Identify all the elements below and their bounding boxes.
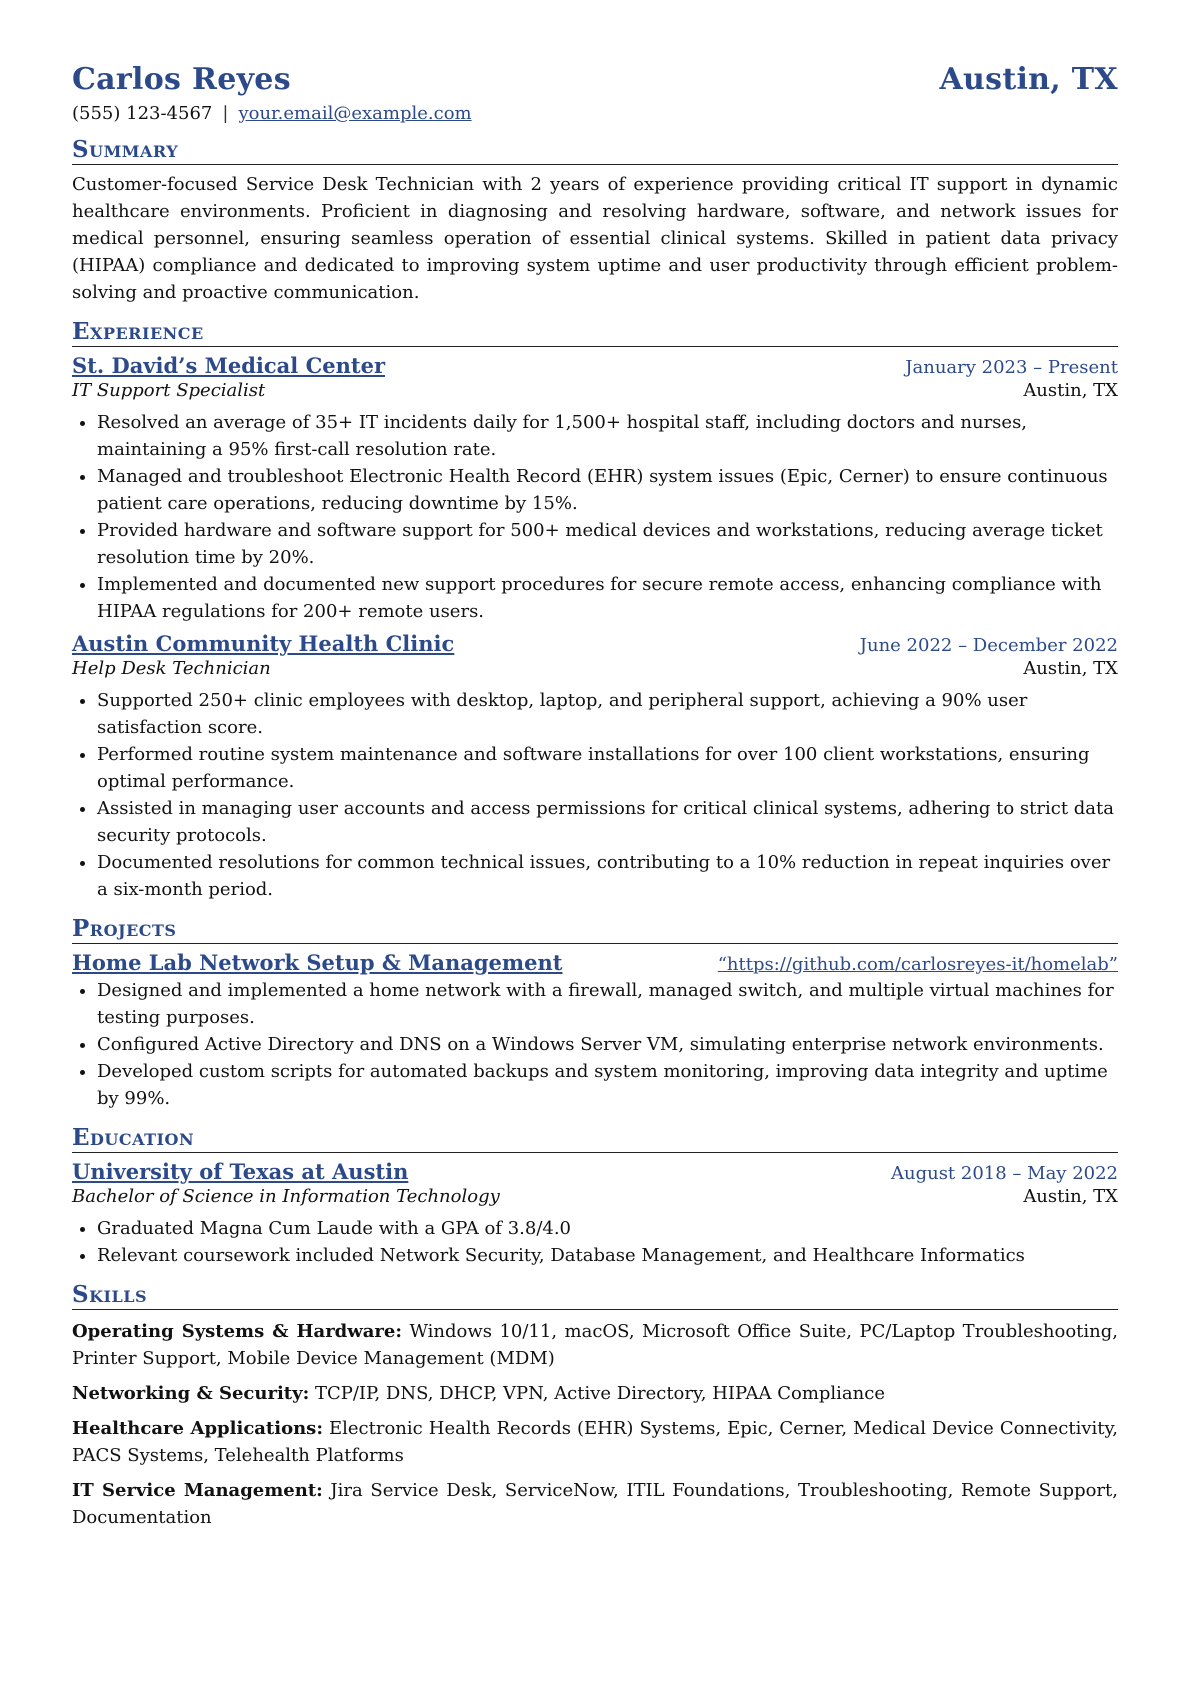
candidate-location: Austin, TX <box>939 62 1118 97</box>
employer-name[interactable]: Austin Community Health Clinic <box>72 631 455 656</box>
experience-entry <box>72 353 1118 625</box>
phone-number: (555) 123-4567 <box>72 103 213 124</box>
skill-group <box>72 1477 1118 1531</box>
summary-text: Customer-focused Service Desk Technician with 2 years of experience providing critical IT support in dynamic healthcare environments. Proficient in diagnosing and resolving hardware, software, and network issues for medical personnel, ensuring seamless operation of essential clinical systems. Skilled in patient data privacy (HIPAA) compliance and dedicated to improving system uptime and user productivity through efficient problem-solving and proactive communication. <box>72 174 1118 303</box>
section-title-experience: Experience <box>72 318 1118 347</box>
list-item: • Configured Active Directory and DNS on a Windows Server VM, simulating enterprise network environments. <box>97 1031 1118 1058</box>
job-location: Austin, TX <box>1023 380 1118 401</box>
degree-title: Bachelor of Science in Information Technology <box>72 1186 500 1207</box>
bullet-list <box>72 409 1118 625</box>
skill-list: TCP/IP, DNS, DHCP, VPN, Active Directory, HIPAA Compliance <box>309 1383 885 1404</box>
contact-line <box>72 103 1118 124</box>
list-item: • Documented resolutions for common technical issues, contributing to a 10% reduction in repeat inquiries over a six-month period. <box>97 849 1118 903</box>
employment-dates: June 2022 – December 2022 <box>859 635 1118 656</box>
job-location: Austin, TX <box>1023 658 1118 679</box>
list-item: • Designed and implemented a home network with a firewall, managed switch, and multiple virtual machines for testing purposes. <box>97 977 1118 1031</box>
list-item: • Resolved an average of 35+ IT incidents daily for 1,500+ hospital staff, including doctors and nurses, maintaining a 95% first-call resolution rate. <box>97 409 1118 463</box>
list-item: • Relevant coursework included Network Security, Database Management, and Healthcare Informatics <box>97 1242 1118 1269</box>
list-item: • Provided hardware and software support for 500+ medical devices and workstations, reducing average ticket resolution time by 20%. <box>97 517 1118 571</box>
section-title-summary: Summary <box>72 136 1118 165</box>
list-item: • Graduated Magna Cum Laude with a GPA of 3.8/4.0 <box>97 1215 1118 1242</box>
skill-list: Jira Service Desk, ServiceNow, ITIL Foundations, Troubleshooting, Remote Support, Documentation <box>72 1480 1118 1528</box>
project-entry <box>72 950 1118 1112</box>
list-item: • Assisted in managing user accounts and access permissions for critical clinical systems, adhering to strict data security protocols. <box>97 795 1118 849</box>
employment-dates: January 2023 – Present <box>905 357 1118 378</box>
education-entry <box>72 1159 1118 1269</box>
job-title: IT Support Specialist <box>72 380 266 401</box>
section-title-skills: Skills <box>72 1281 1118 1310</box>
project-link[interactable]: “https://github.com/carlosreyes-it/homelab” <box>717 954 1118 975</box>
skill-label: IT Service Management: <box>72 1480 323 1501</box>
experience-entry <box>72 631 1118 903</box>
skill-group <box>72 1380 1118 1407</box>
skill-group <box>72 1415 1118 1469</box>
skill-label: Networking & Security: <box>72 1383 310 1404</box>
skill-label: Healthcare Applications: <box>72 1418 323 1439</box>
list-item: • Supported 250+ clinic employees with desktop, laptop, and peripheral support, achieving a 90% user satisfaction score. <box>97 687 1118 741</box>
school-location: Austin, TX <box>1023 1186 1118 1207</box>
skill-list: Windows 10/11, macOS, Microsoft Office Suite, PC/Laptop Troubleshooting, Printer Support, Mobile Device Management (MDM) <box>72 1321 1118 1369</box>
bullet-list <box>72 977 1118 1112</box>
list-item: • Developed custom scripts for automated backups and system monitoring, improving data integrity and uptime by 99%. <box>97 1058 1118 1112</box>
education-dates: August 2018 – May 2022 <box>890 1163 1118 1184</box>
section-title-projects: Projects <box>72 915 1118 944</box>
candidate-name: Carlos Reyes <box>72 62 291 97</box>
contact-separator: | <box>222 103 229 124</box>
list-item: • Managed and troubleshoot Electronic Health Record (EHR) system issues (Epic, Cerner) to ensure continuous patient care operations, reducing downtime by 15%. <box>97 463 1118 517</box>
list-item: • Implemented and documented new support procedures for secure remote access, enhancing compliance with HIPAA regulations for 200+ remote users. <box>97 571 1118 625</box>
bullet-list <box>72 687 1118 903</box>
job-title: Help Desk Technician <box>72 658 271 679</box>
bullet-list <box>72 1215 1118 1269</box>
school-name[interactable]: University of Texas at Austin <box>72 1159 409 1184</box>
email-link[interactable]: your.email@example.com <box>238 103 472 124</box>
skill-group <box>72 1318 1118 1372</box>
skill-list: Electronic Health Records (EHR) Systems, Epic, Cerner, Medical Device Connectivity, PACS Systems, Telehealth Platforms <box>72 1418 1118 1466</box>
section-title-education: Education <box>72 1124 1118 1153</box>
list-item: • Performed routine system maintenance and software installations for over 100 client workstations, ensuring optimal performance. <box>97 741 1118 795</box>
employer-name[interactable]: St. David’s Medical Center <box>72 353 386 378</box>
skill-label: Operating Systems & Hardware: <box>72 1321 402 1342</box>
resume-header <box>72 62 1118 97</box>
project-name[interactable]: Home Lab Network Setup & Management <box>72 950 563 975</box>
